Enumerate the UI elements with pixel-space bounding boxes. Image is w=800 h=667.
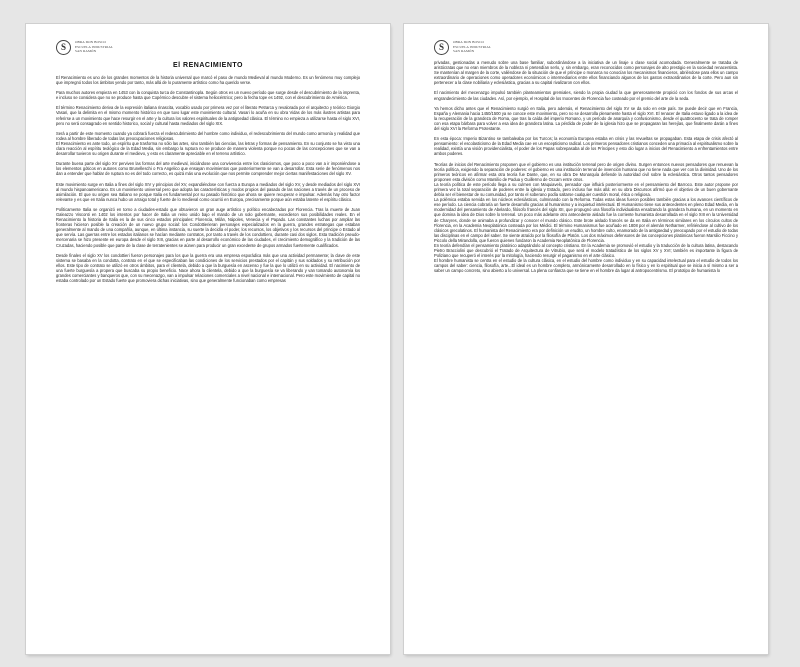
school-name <box>453 40 491 53</box>
page-title: El RENACIMIENTO <box>173 62 243 69</box>
paragraph: Durante buena parte del siglo XV perviven las formas del arte medieval, iniciándose una convivencia entre los clasicismos, que poco a poco van a ir imponiéndose a los elementos góticos en autores como Brunelleschi o Fra Angelico que ensayan movimientos que posteriormente se van a desarrollar. Esta serie de fenómenos nos dan a entender que hablar de ruptura no es del todo correcto, es quizá más una evolución que nos permite comprender mejor ciertas manifestaciones del siglo XV. <box>56 161 360 177</box>
school-name-line2: ESCUELA INDUSTRIAL <box>75 44 114 49</box>
school-header <box>56 36 360 58</box>
page-1 <box>26 24 390 654</box>
page-2 <box>404 24 768 654</box>
paragraph: Para muchos autores empieza en 1453 con la conquista turca de Constantinopla. Según otros es un nuevo período que surge desde el descubrimiento de la imprenta, e incluso se considera que no se produce hasta que Copérnico descubre el sistema heliocéntrico; pero la fecha tope es 1492, con el descubrimiento de América. <box>56 90 360 101</box>
paragraph: Este movimiento surge en Italia a fines del siglo XIV y principios del XV, expandiéndose con fuerza a Europa a mediados del siglo XV, y desde mediados del siglo XVI al mundo hispanoamericano. Es un movimiento universal pero que adopta las características y modos propios del pasado de las naciones a través de un proceso de asimilación. El que su origen sea Italiano se porque Italia es fundamental por su pasado histórico que ahora se quiere recuperar e impulsar. Además hay otro factor relevante y es que en Italia nunca hubo un arraigo total y fuerte de lo medieval como ocurrió en Europa, precisamente porque aún estaba latente el espíritu clásico. <box>56 181 360 202</box>
school-name <box>75 40 113 53</box>
school-name-line3: SAN RAMÓN <box>453 49 475 54</box>
paragraph: Ya hemos dicho antes que el Renacimiento surgió en Italia, pero además, el Renacimiento del siglo XV se da solo en este país. Se puede decir que en Francia, España y Alemania hacia 1450/1500 ya se conoce este movimiento, pero no se desarrolla plenamente hasta el siglo XVI. El renacer de Italia estuvo ligado a la idea de la recuperación de la grandeza de Roma, que tras la caída del imperio Romano, y un período de anarquía y confusionismo, desde el quattrocento se trata de romper con esa etapa bárbara para volver a esa idea de grandeza latina. La pérdida de poder de la iglesia hizo que se propagaran las herejías, que finalmente darán a fines del siglo XVI la Reforma Protestante. <box>434 105 738 132</box>
paragraph: El Renacimiento es uno de los grandes momentos de la historia universal que marcó el paso de mundo Medieval al mundo Moderno. Es un fenómeno muy complejo que impregnó todos los ámbitos yendo por tanto, más allá de lo puramente artístico como ha querido verse. <box>56 75 360 86</box>
school-header <box>434 36 738 58</box>
paragraph: Teorías de inicios del Renacimiento proponen que el gobierno es una institución terrenal pero de origen divino. Surgen entonces nuevos pensadores que renuevan la teoría política, exigiendo la separación de poderes: el gobierno es una institución terrenal de invención humana que no tiene nada que ver con la divinidad. Uno de los primeros teóricos en afirmar esta otra teoría fue Dante, que, en su obra De Monarquía defiende la autoridad civil sobre la eclesiástica. Otros tantos pensadores proponen esta división como Marsilio de Padua y Guillermo de Occam entre otros. La teoría política de este período llega a su culmen con Maquiavelo, pensador que influirá posteriormente en el pensamiento del Barroco. Este autor propone por primera vez la total separación de poderes entre la iglesia y Estado, pero incluso fue más allá: en su obra Discursos afirmó que el objetivo de un buen gobernante debía ser el bienestar de su comunidad, por tanto el soberano podía saltarse cualquier cuestión moral, ética o religiosa. La polémica estaba servida en los núcleos eclesiásticos, culminando con la Reforma. Todas estas ideas fueron posibles también gracias a los avances científicos de ese período. La ciencia cobraría un fuerte desarrollo gracias al humanismo y a inquietud intelectual. El Humanismo tiene sus antecedentes en pleno Edad Media, en la modernidad del pensamiento de Abelardo, filósofo francés del siglo XII, que propugnó una filosofía individualista ensalzando la grandeza humana, en un momento en que domina la idea de Dios sobre lo terrenal. Un poco más adelante otro antecedente aislado fue la corriente humanista desarrollada en el siglo XIII en la Universidad de Charyres, donde se animaba a profundizar y conocer el mundo clásico. Este brote aislado francés se da en Italia en términos similares en los círculos cultos de Florencia, en la Academia Neoplatónica costeada por los Médici. El término Humanismus fue acuñado en 1808 por el alemán Netharmer, refiriéndose al cultivo de los clásicos grecolatinos. El humanista del Renacimiento era por definición un erudito, un hombre culto, enamorado de la antigüedad y preocupado por el estudio de todas las disciplinas en el campo del saber. Se siente atraído por la filosofía de Platón. Los dos máximos defensores de las concepciones platónicas fueron Marsilio Ficcino y Piccolo della Mirandolla, que fueron quienes fundaron la Academia Neoplatónica de Florencia. En teoría defendían el pensamiento platónico adaptándolo al concepto cristiano. En la Academia se promovió el estudio y la traducción de la cultura latina, destacando Pietro Bracciolini que descubrió el Tratado de Arquitectura de Vitrubio, que será el modelo tratadístico de los siglos XV y XVI; también es importante la figura de Poliziano que recuperó el interés por la mitología, haciendo resurgir el paganismo en el arte clásico. El hombre humanista se centra en el estudio de la cultura clásica, en el estudio del hombre como individuo y en su capacidad intelectual para el estudio de todos los campos del saber: ciencia, filosofía, arte...El ideal es un hombre completo, armónicamente desarrollado en lo físico y en lo espiritual que se inicia a sí mismo a ser a saber un campo concreto, sino abierto a lo universal. La plena confianza que se tiene en el hombre da lugar al antropocentrismo. El prototipo de humanista lo <box>434 161 738 274</box>
school-logo: S <box>56 40 71 55</box>
page-2-body <box>434 60 738 274</box>
paragraph: Políticamente Italia se organizó en torno a ciudades-estado que obtuvieron un gran auge artístico y político encabezadas por Florencia. Tras la muerte de Juan Galeazzo Visconti en 1402 los intentos por hacer de Italia un reino unido bajo el mando de un solo gobernante, excedieron sus posibilidades reales. En el Renacimiento la historia de Italia es la de sus cinco estados principales: Florencia, Milán, Nápoles, Venecia y el Papado. Las constantes luchas por ampliar las fronteras hicieron posible la creación de un nuevo grupo social: los Condottierieran personajes especializados en la guerra, grandes estrategas que estaban generalmente al mando de una compañía, aunque, en última instancia, su suerte la decidía el poder, los recursos, los objetivos y los recursos del príncipe o Estado al que servía. Las guerras entre los estados italianos se hacían mediante contratos, por tanto a través de los condottiero, durante casi dos siglos. Esta tradición pseudo-mercenaria se hizo presente en europa desde el siglo XIII, gracias en parte al desarrollo económico de las ciudades, el crecimiento demográfico y la tradición de las Cruzadas, haciendo posible que parte de la clase de terratenientes se aúnen para producir un gran excedente de grupos armados fuertemente cualificados. <box>56 206 360 248</box>
paragraph: El término Renacimiento deriva de la expresión italiana rinascita, vocablo usado por primera vez por el literato Petrarca y revalorada por el arquitecto y teórico Giorgio Vasari, que la delimita en el mismo momento histórico en que tuvo lugar este movimiento cultural. Vasari lo acuña en su obra Vidas de los más ilustres artistas para referirse a un movimiento que hace resurgir en el arte y la cultura los valores espirituales de la antigüedad clásica. El término no empieza a utilizarse hasta el siglo XVI, pero no será consagrado en sentido historico, social y cultural hasta mediados del siglo XIX. <box>56 105 360 126</box>
paragraph: privadas, gestionadas a menudo sobre una base familiar, subordinándose a la iniciativa de un linaje o clase social acomodada. Generalmente se trataba de aristócratas que no eran miembros de la nobleza ni pretendían serlo, y, sin embargo, eran reconocidos como personajes de alto prestigio en la sociedad renacentista. Se mantenían al margen de la corte, valiéndose de la situación de que el príncipe o monarca no conocían los mecanismos financieros, abriéndose para ellos un campo extraordinario de operaciones como operadores económicos o intermediarios entre ellos financiando algunos de los gastos extraordinarios de la corte. Pero aun sin pertenecer a la clase nobiliaria y eclesiástica, gracias a su capital rivalizaron con ellos. <box>434 60 738 86</box>
paragraph: Desde finales el siglo XV los condottieri fueron personajes para los que la guerra era una empresa esporádica más que una actividad permanente; la clave de este sistema se basaba en la condotta, contrato en el que se especificaban las condiciones de los servicios prestados por el capitán y sus soldados y su retribución por ellos. Este tipo de contrato se utilizó en otros ámbitos, para el clientela, debido a que la burguesía en ascenso y fue la que lo utilizó en su actividad. El nacimiento de una fuerte burguesía a propera que buscaba su propio beneficio. Nace ahora la clientela, debido a que la burguesía se va liberando y van tomando autonomía los grandes comerciantes y banqueros que, con su mecenazgo, van a impulsar relaciones comerciales a nivel nacional e internacional. Pero este movimiento de capital no estaba controlado por un Estado fuerte que promoviera dichas iniciativas, sino que generalmente funcionaban como empresas <box>56 252 360 284</box>
school-name-line3: SAN RAMÓN <box>75 49 97 54</box>
paragraph: En esta época: Imperio Bizantino se tambaleaba por los Turcos; la economía Europea estaba en crisis y las revueltas se propagaban. Esta etapa de crisis afectó al pensamiento: el escolasticismo de la Edad Media cae en un escepticismo radical. Los primeros pensadores cristianos conceden una primacía al espiritualismo sobre la realidad, existía una visión providencialista, el poder de los Papas sobrepasaba al de los Príncipes y esto dio lugar a inicios del Renacimiento a enfrentamientos entre ambos poderes. <box>434 136 738 157</box>
school-name-line1: OBRA DON BOSCO <box>453 40 484 45</box>
page-1-body <box>56 75 360 283</box>
paragraph: El nacimiento del mecenazgo impulsó también planteamientos gremiales, siendo la propia ciudad la que generosamente propició con los fondos de sus arcas el engrandecimiento de las ciudades. Así, por ejemplo, el Hospital de los Inocentes de Florencia fue costeado por el gremio del arte de la seda. <box>434 90 738 101</box>
school-name-line2: ESCUELA INDUSTRIAL <box>453 44 492 49</box>
paragraph: Será a partir de este momento cuando ya cobrará fuerza el redescubrimiento del hombre como individuo, el redescubrimiento del mundo como armonía y realidad que rodea al hombre liberado de todas las preocupaciones religiosas. El Renacimiento es ante todo, un espíritu que trasforma no sólo las artes, sino también las ciencias, las letras y formas de pensamiento. En su conjunto se ha visto una clara reacción al espíritu teológico de la Edad Media, sin embargo la ruptura no se produce de manera violenta porque no pocas de las concepciones que se van a desarrollar tuvieron su origen durante el medievo, y esto es claramente apreciable en el terreno artístico. <box>56 130 360 157</box>
school-logo: S <box>434 40 449 55</box>
school-name-line1: OBRA DON BOSCO <box>75 40 106 45</box>
